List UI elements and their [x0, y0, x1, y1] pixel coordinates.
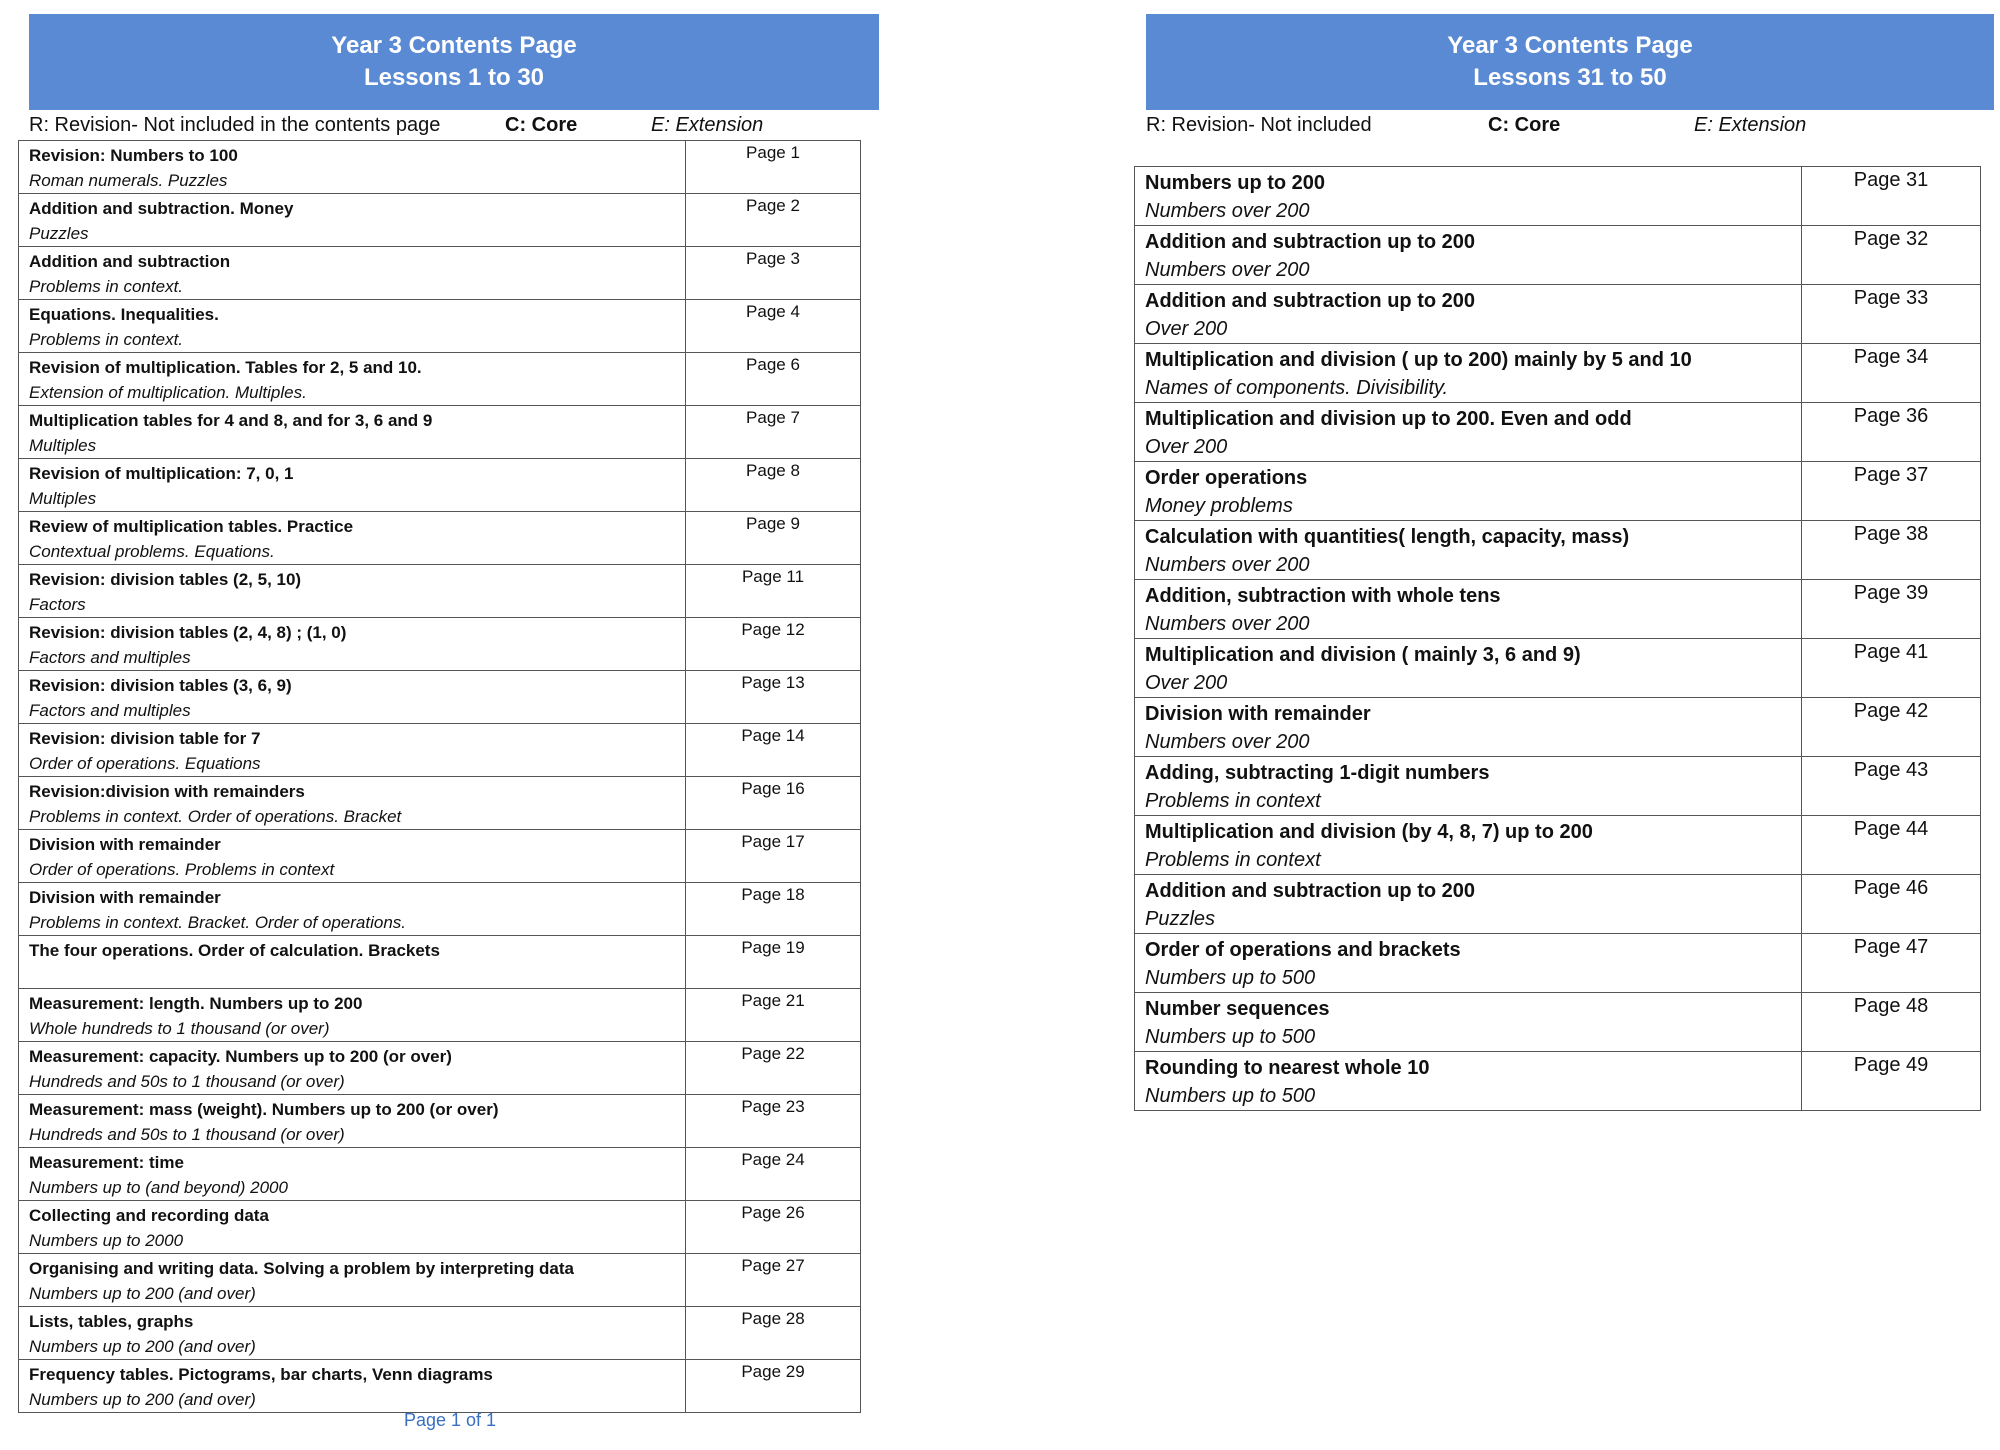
- toc-entry: [1135, 462, 1802, 521]
- lesson-title: Multiplication tables for 4 and 8, and for 3, 6 and 9: [29, 411, 433, 430]
- toc-entry: [1135, 344, 1802, 403]
- toc-entry: [19, 1095, 686, 1148]
- toc-row: [1135, 816, 1981, 875]
- toc-entry: [19, 1042, 686, 1095]
- toc-row: [19, 459, 861, 512]
- page-number: Page 19: [686, 936, 861, 989]
- lesson-title: Revision: division tables (3, 6, 9): [29, 676, 292, 695]
- page-number: Page 23: [686, 1095, 861, 1148]
- page-number: Page 31: [1802, 167, 1981, 226]
- toc-row: [1135, 934, 1981, 993]
- toc-entry: [1135, 934, 1802, 993]
- toc-entry: [19, 1360, 686, 1413]
- page-number: Page 43: [1802, 757, 1981, 816]
- lesson-title: Adding, subtracting 1-digit numbers: [1145, 762, 1490, 784]
- toc-entry: [1135, 403, 1802, 462]
- toc-row: [1135, 462, 1981, 521]
- right-title-line2: Lessons 31 to 50: [1473, 64, 1667, 91]
- lesson-title: Addition and subtraction up to 200: [1145, 290, 1475, 312]
- lesson-title: Numbers up to 200: [1145, 172, 1326, 194]
- toc-entry: [1135, 580, 1802, 639]
- toc-row: [19, 194, 861, 247]
- lesson-subtitle: Problems in context: [1145, 849, 1321, 871]
- lesson-subtitle: Numbers up to 500: [1145, 1026, 1316, 1048]
- toc-row: [1135, 521, 1981, 580]
- toc-row: [19, 1042, 861, 1095]
- toc-entry: [19, 406, 686, 459]
- lesson-subtitle: Numbers up to 200 (and over): [29, 1284, 256, 1303]
- page-number: Page 13: [686, 671, 861, 724]
- left-title-line1: Year 3 Contents Page: [331, 32, 577, 59]
- lesson-subtitle: Over 200: [1145, 318, 1228, 340]
- toc-entry: [19, 989, 686, 1042]
- toc-entry: [19, 936, 686, 989]
- legend-revision: R: Revision- Not included in the contents page: [29, 114, 441, 136]
- lesson-title: Rounding to nearest whole 10: [1145, 1057, 1430, 1079]
- lesson-title: Multiplication and division ( up to 200) mainly by 5 and 10: [1145, 349, 1692, 371]
- lesson-title: Revision: division table for 7: [29, 729, 261, 748]
- toc-entry: [19, 830, 686, 883]
- right-title-line1: Year 3 Contents Page: [1447, 32, 1693, 59]
- page-number: Page 17: [686, 830, 861, 883]
- page-number: Page 41: [1802, 639, 1981, 698]
- lesson-subtitle: Numbers over 200: [1145, 259, 1310, 281]
- page-number: Page 27: [686, 1254, 861, 1307]
- toc-row: [1135, 580, 1981, 639]
- page-number: Page 37: [1802, 462, 1981, 521]
- toc-row: [1135, 403, 1981, 462]
- page-number: Page 12: [686, 618, 861, 671]
- toc-row: [1135, 1052, 1981, 1111]
- toc-entry: [1135, 1052, 1802, 1111]
- page-footer: Page 1 of 1: [403, 1410, 497, 1430]
- page-number: Page 22: [686, 1042, 861, 1095]
- page-number: Page 48: [1802, 993, 1981, 1052]
- lesson-title: Measurement: capacity. Numbers up to 200 (or over): [29, 1047, 452, 1066]
- toc-entry: [19, 512, 686, 565]
- lesson-subtitle: Puzzles: [1145, 908, 1216, 930]
- toc-row: [19, 671, 861, 724]
- page-number: Page 39: [1802, 580, 1981, 639]
- page-number: Page 18: [686, 883, 861, 936]
- lesson-subtitle: Multiples: [29, 436, 97, 455]
- toc-entry: [1135, 757, 1802, 816]
- lesson-subtitle: Names of components. Divisibility.: [1145, 377, 1449, 399]
- toc-row: [19, 247, 861, 300]
- lesson-subtitle: Problems in context. Bracket. Order of operations.: [29, 913, 407, 932]
- legend-extension: E: Extension: [651, 114, 764, 136]
- page-number: Page 42: [1802, 698, 1981, 757]
- page-number: Page 2: [686, 194, 861, 247]
- toc-entry: [19, 777, 686, 830]
- lesson-subtitle: Problems in context.: [29, 330, 184, 349]
- page-number: Page 26: [686, 1201, 861, 1254]
- lesson-title: Addition and subtraction. Money: [29, 199, 294, 218]
- toc-row: [19, 512, 861, 565]
- toc-row: [19, 1307, 861, 1360]
- lesson-title: Organising and writing data. Solving a problem by interpreting data: [29, 1259, 575, 1278]
- toc-row: [19, 989, 861, 1042]
- lesson-subtitle: Numbers over 200: [1145, 200, 1310, 222]
- toc-row: [19, 1201, 861, 1254]
- toc-row: [19, 1148, 861, 1201]
- lesson-subtitle: Puzzles: [29, 224, 89, 243]
- toc-entry: [1135, 167, 1802, 226]
- page-number: Page 6: [686, 353, 861, 406]
- page-number: Page 46: [1802, 875, 1981, 934]
- lesson-subtitle: Over 200: [1145, 436, 1228, 458]
- toc-entry: [19, 883, 686, 936]
- lesson-title: Collecting and recording data: [29, 1206, 269, 1225]
- lesson-subtitle: Problems in context. Order of operations. Bracket: [29, 807, 402, 826]
- toc-row: [1135, 167, 1981, 226]
- lesson-title: Revision: Numbers to 100: [29, 146, 238, 165]
- toc-row: [1135, 698, 1981, 757]
- toc-row: [19, 618, 861, 671]
- page-number: Page 11: [686, 565, 861, 618]
- toc-entry: [19, 353, 686, 406]
- legend-core: C: Core: [1488, 114, 1561, 136]
- lesson-subtitle: Numbers up to 200 (and over): [29, 1390, 256, 1409]
- lesson-title: Division with remainder: [1145, 703, 1371, 725]
- page-number: Page 29: [686, 1360, 861, 1413]
- left-title-line2: Lessons 1 to 30: [363, 64, 545, 91]
- legend-core: C: Core: [505, 114, 578, 136]
- page-number: Page 32: [1802, 226, 1981, 285]
- lesson-subtitle: Numbers over 200: [1145, 613, 1310, 635]
- lesson-title: The four operations. Order of calculation. Brackets: [29, 941, 440, 960]
- left-contents-table: [18, 140, 861, 1413]
- page-number: Page 1: [686, 141, 861, 194]
- page-number: Page 3: [686, 247, 861, 300]
- lesson-subtitle: Numbers up to 200 (and over): [29, 1337, 256, 1356]
- page-number: Page 38: [1802, 521, 1981, 580]
- toc-row: [1135, 993, 1981, 1052]
- lesson-title: Revision: division tables (2, 4, 8) ; (1, 0): [29, 623, 347, 642]
- toc-entry: [1135, 698, 1802, 757]
- toc-entry: [1135, 226, 1802, 285]
- toc-entry: [1135, 521, 1802, 580]
- lesson-subtitle: Contextual problems. Equations.: [29, 542, 275, 561]
- lesson-subtitle: Order of operations. Equations: [29, 754, 261, 773]
- toc-row: [1135, 757, 1981, 816]
- toc-entry: [1135, 816, 1802, 875]
- toc-row: [1135, 875, 1981, 934]
- toc-entry: [19, 565, 686, 618]
- page-number: Page 4: [686, 300, 861, 353]
- page-number: Page 9: [686, 512, 861, 565]
- lesson-subtitle: Numbers up to 500: [1145, 967, 1316, 989]
- toc-row: [1135, 226, 1981, 285]
- left-legend: [0, 114, 880, 140]
- toc-row: [1135, 344, 1981, 403]
- toc-entry: [19, 671, 686, 724]
- toc-entry: [19, 1254, 686, 1307]
- toc-row: [19, 830, 861, 883]
- toc-row: [19, 777, 861, 830]
- toc-entry: [1135, 993, 1802, 1052]
- lesson-subtitle: Factors and multiples: [29, 701, 191, 720]
- toc-entry: [19, 1148, 686, 1201]
- page-number: Page 24: [686, 1148, 861, 1201]
- lesson-subtitle: [29, 963, 675, 988]
- lesson-title: Equations. Inequalities.: [29, 305, 219, 324]
- lesson-title: Division with remainder: [29, 888, 221, 907]
- page-number: Page 49: [1802, 1052, 1981, 1111]
- lesson-title: Addition, subtraction with whole tens: [1145, 585, 1501, 607]
- lesson-subtitle: Whole hundreds to 1 thousand (or over): [29, 1019, 330, 1038]
- toc-entry: [19, 459, 686, 512]
- page-number: Page 21: [686, 989, 861, 1042]
- toc-entry: [1135, 639, 1802, 698]
- page-number: Page 14: [686, 724, 861, 777]
- lesson-title: Revision of multiplication. Tables for 2, 5 and 10.: [29, 358, 422, 377]
- lesson-title: Division with remainder: [29, 835, 221, 854]
- toc-row: [19, 1095, 861, 1148]
- page-number: Page 33: [1802, 285, 1981, 344]
- page-number: Page 16: [686, 777, 861, 830]
- toc-row: [19, 936, 861, 989]
- toc-row: [19, 406, 861, 459]
- lesson-subtitle: Order of operations. Problems in context: [29, 860, 335, 879]
- toc-row: [1135, 639, 1981, 698]
- lesson-title: Order of operations and brackets: [1145, 939, 1461, 961]
- left-title-banner: [29, 14, 879, 110]
- toc-entry: [19, 300, 686, 353]
- lesson-subtitle: Hundreds and 50s to 1 thousand (or over): [29, 1072, 345, 1091]
- page-number: Page 7: [686, 406, 861, 459]
- toc-row: [19, 300, 861, 353]
- lesson-subtitle: Numbers up to 2000: [29, 1231, 184, 1250]
- toc-row: [19, 1254, 861, 1307]
- lesson-title: Addition and subtraction: [29, 252, 231, 271]
- toc-row: [19, 724, 861, 777]
- toc-row: [19, 883, 861, 936]
- lesson-subtitle: Money problems: [1145, 495, 1293, 517]
- page-number: Page 8: [686, 459, 861, 512]
- lesson-title: Measurement: mass (weight). Numbers up to 200 (or over): [29, 1100, 499, 1119]
- lesson-subtitle: Numbers up to 500: [1145, 1085, 1316, 1107]
- toc-entry: [19, 141, 686, 194]
- lesson-subtitle: Hundreds and 50s to 1 thousand (or over): [29, 1125, 345, 1144]
- lesson-subtitle: Multiples: [29, 489, 97, 508]
- toc-entry: [19, 618, 686, 671]
- page-number: Page 28: [686, 1307, 861, 1360]
- toc-entry: [19, 247, 686, 300]
- legend-revision: R: Revision- Not included: [1146, 114, 1372, 136]
- page-number: Page 34: [1802, 344, 1981, 403]
- lesson-subtitle: Over 200: [1145, 672, 1228, 694]
- right-legend: [1120, 114, 2000, 140]
- lesson-title: Number sequences: [1145, 998, 1330, 1020]
- lesson-title: Multiplication and division (by 4, 8, 7) up to 200: [1145, 821, 1593, 843]
- lesson-subtitle: Extension of multiplication. Multiples.: [29, 383, 307, 402]
- lesson-title: Frequency tables. Pictograms, bar charts, Venn diagrams: [29, 1365, 493, 1384]
- lesson-subtitle: Numbers over 200: [1145, 731, 1310, 753]
- lesson-subtitle: Roman numerals. Puzzles: [29, 171, 228, 190]
- lesson-title: Lists, tables, graphs: [29, 1312, 194, 1331]
- lesson-title: Addition and subtraction up to 200: [1145, 231, 1475, 253]
- right-title-banner: [1146, 14, 1994, 110]
- lesson-title: Revision of multiplication: 7, 0, 1: [29, 464, 294, 483]
- lesson-subtitle: Numbers up to (and beyond) 2000: [29, 1178, 288, 1197]
- lesson-title: Addition and subtraction up to 200: [1145, 880, 1475, 902]
- toc-row: [19, 141, 861, 194]
- lesson-subtitle: Factors and multiples: [29, 648, 191, 667]
- lesson-title: Multiplication and division ( mainly 3, 6 and 9): [1145, 644, 1581, 666]
- lesson-subtitle: Numbers over 200: [1145, 554, 1310, 576]
- page-number: Page 47: [1802, 934, 1981, 993]
- toc-entry: [1135, 285, 1802, 344]
- toc-entry: [19, 1307, 686, 1360]
- lesson-title: Revision: division tables (2, 5, 10): [29, 570, 302, 589]
- lesson-title: Measurement: time: [29, 1153, 184, 1172]
- toc-row: [19, 353, 861, 406]
- toc-entry: [19, 724, 686, 777]
- toc-row: [1135, 285, 1981, 344]
- legend-extension: E: Extension: [1694, 114, 1807, 136]
- lesson-title: Review of multiplication tables. Practice: [29, 517, 354, 536]
- lesson-title: Calculation with quantities( length, capacity, mass): [1145, 526, 1630, 548]
- lesson-subtitle: Factors: [29, 595, 86, 614]
- lesson-subtitle: Problems in context.: [29, 277, 184, 296]
- lesson-title: Measurement: length. Numbers up to 200: [29, 994, 363, 1013]
- page-number: Page 44: [1802, 816, 1981, 875]
- lesson-title: Revision:division with remainders: [29, 782, 305, 801]
- page-number: Page 36: [1802, 403, 1981, 462]
- toc-entry: [19, 1201, 686, 1254]
- lesson-title: Multiplication and division up to 200. Even and odd: [1145, 408, 1632, 430]
- right-contents-table: [1134, 166, 1981, 1111]
- toc-entry: [19, 194, 686, 247]
- toc-entry: [1135, 875, 1802, 934]
- lesson-subtitle: Problems in context: [1145, 790, 1321, 812]
- toc-row: [19, 565, 861, 618]
- toc-row: [19, 1360, 861, 1413]
- lesson-title: Order operations: [1145, 467, 1308, 489]
